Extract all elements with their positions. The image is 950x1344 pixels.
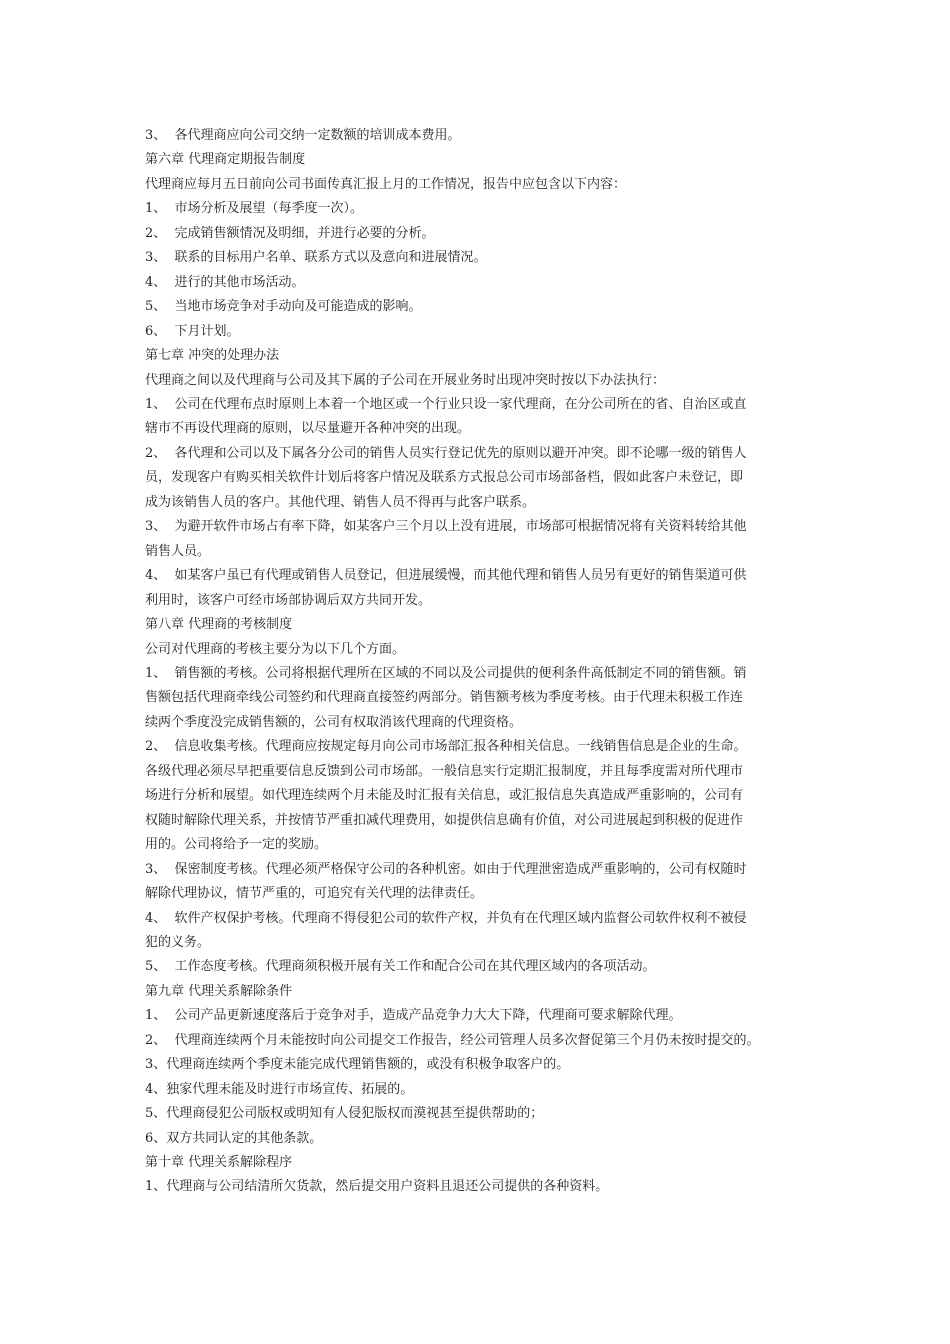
chapter-heading — [145, 980, 815, 1004]
list-item — [145, 1053, 815, 1077]
text-line: 第七章 冲突的处理办法 — [145, 348, 280, 364]
text-line: 2、 各代理和公司以及下属各分公司的销售人员实行登记优先的原则以避开冲突。即不论哪一级的销售人 — [145, 445, 747, 461]
text-line: 3、代理商连续两个季度未能完成代理销售额的，或没有积极争取客户的。 — [145, 1057, 570, 1073]
text-line: 5、 当地市场竞争对手动向及可能造成的影响。 — [145, 299, 422, 315]
list-item — [145, 1127, 815, 1151]
text-line: 销售人员。 — [145, 543, 211, 559]
text-line: 第十章 代理关系解除程序 — [145, 1155, 293, 1171]
text-line: 3、 为避开软件市场占有率下降，如某客户三个月以上没有进展，市场部可根据情况将有关资料转给其他 — [145, 519, 747, 535]
text-line: 权随时解除代理关系，并按情节严重扣减代理费用，如提供信息确有价值，对公司进展起到积极的促进作 — [145, 812, 744, 828]
text-line: 场进行分析和展望。如代理连续两个月未能及时汇报有关信息，或汇报信息失真造成严重影响的，公司有 — [145, 788, 744, 804]
chapter-heading — [145, 1151, 815, 1175]
text-line: 第九章 代理关系解除条件 — [145, 983, 293, 999]
text-line: 4、 进行的其他市场活动。 — [145, 274, 305, 290]
document-page — [145, 124, 815, 1200]
text-line: 2、 代理商连续两个月未能按时向公司提交工作报告，经公司管理人员多次督促第三个月仍未按时提交的。 — [145, 1032, 760, 1048]
list-item — [145, 735, 815, 857]
list-item — [145, 907, 815, 956]
text-line: 5、代理商侵犯公司版权或明知有人侵犯版权而漠视甚至提供帮助的； — [145, 1106, 544, 1122]
list-item — [145, 442, 815, 515]
list-item — [145, 1029, 815, 1053]
list-item — [145, 564, 815, 613]
text-line: 2、 完成销售额情况及明细，并进行必要的分析。 — [145, 225, 435, 241]
chapter-heading — [145, 148, 815, 172]
list-item — [145, 515, 815, 564]
list-item — [145, 271, 815, 295]
list-item — [145, 1175, 815, 1199]
text-line: 代理商应每月五日前向公司书面传真汇报上月的工作情况，报告中应包含以下内容： — [145, 176, 627, 192]
text-line: 解除代理协议，情节严重的，可追究有关代理的法律责任。 — [145, 886, 484, 902]
text-line: 用的。公司将给予一定的奖励。 — [145, 837, 328, 853]
text-line: 4、 软件产权保护考核。代理商不得侵犯公司的软件产权，并负有在代理区域内监督公司软件权利不被侵 — [145, 910, 747, 926]
text-line: 4、 如某客户虽已有代理或销售人员登记，但进展缓慢，而其他代理和销售人员另有更好的销售渠道可供 — [145, 568, 747, 584]
text-line: 利用时，该客户可经市场部协调后双方共同开发。 — [145, 592, 432, 608]
text-line: 公司对代理商的考核主要分为以下几个方面。 — [145, 641, 406, 657]
text-line: 1、 市场分析及展望（每季度一次）。 — [145, 201, 364, 217]
list-item — [145, 1078, 815, 1102]
paragraph — [145, 638, 815, 662]
paragraph — [145, 369, 815, 393]
list-item — [145, 858, 815, 907]
list-item — [145, 246, 815, 270]
list-item — [145, 320, 815, 344]
text-line: 3、 保密制度考核。代理必须严格保守公司的各种机密。如由于代理泄密造成严重影响的，公司有权随时 — [145, 861, 747, 877]
text-line: 5、 工作态度考核。代理商须积极开展有关工作和配合公司在其代理区域内的各项活动。 — [145, 959, 656, 975]
list-item — [145, 1102, 815, 1126]
list-item — [145, 393, 815, 442]
chapter-heading — [145, 613, 815, 637]
list-item — [145, 1004, 815, 1028]
text-line: 1、代理商与公司结清所欠货款，然后提交用户资料且退还公司提供的各种资料。 — [145, 1179, 609, 1195]
text-line: 1、 公司在代理布点时原则上本着一个地区或一个行业只设一家代理商，在分公司所在的省、自治区或直 — [145, 396, 747, 412]
paragraph — [145, 173, 815, 197]
text-line: 辖市不再设代理商的原则，以尽量避开各种冲突的出现。 — [145, 421, 471, 437]
text-line: 犯的义务。 — [145, 934, 211, 950]
text-line: 续两个季度没完成销售额的，公司有权取消该代理商的代理资格。 — [145, 714, 523, 730]
document-body — [145, 124, 815, 1200]
text-line: 3、 各代理商应向公司交纳一定数额的培训成本费用。 — [145, 128, 461, 143]
list-item — [145, 197, 815, 221]
list-item — [145, 124, 815, 148]
text-line: 1、 公司产品更新速度落后于竞争对手，造成产品竞争力大大下降，代理商可要求解除代理。 — [145, 1008, 682, 1024]
text-line: 2、 信息收集考核。代理商应按规定每月向公司市场部汇报各种相关信息。一线销售信息是企业的生命。 — [145, 739, 747, 755]
text-line: 6、双方共同认定的其他条款。 — [145, 1130, 323, 1146]
text-line: 第八章 代理商的考核制度 — [145, 617, 293, 633]
text-line: 成为该销售人员的客户。其他代理、销售人员不得再与此客户联系。 — [145, 494, 536, 510]
list-item — [145, 955, 815, 979]
text-line: 3、 联系的目标用户名单、联系方式以及意向和进展情况。 — [145, 250, 487, 266]
list-item — [145, 662, 815, 735]
text-line: 代理商之间以及代理商与公司及其下属的子公司在开展业务时出现冲突时按以下办法执行： — [145, 372, 666, 388]
text-line: 4、独家代理未能及时进行市场宣传、拓展的。 — [145, 1081, 414, 1097]
text-line: 1、 销售额的考核。公司将根据代理所在区域的不同以及公司提供的便利条件高低制定不同的销售额。销 — [145, 665, 747, 681]
list-item — [145, 295, 815, 319]
text-line: 员，发现客户有购买相关软件计划后将客户情况及联系方式报总公司市场部备档，假如此客户未登记，即 — [145, 470, 744, 486]
text-line: 6、 下月计划。 — [145, 323, 240, 339]
text-line: 各级代理必须尽早把重要信息反馈到公司市场部。一般信息实行定期汇报制度，并且每季度需对所代理市 — [145, 763, 744, 779]
text-line: 售额包括代理商牵线公司签约和代理商直接签约两部分。销售额考核为季度考核。由于代理未积极工作连 — [145, 690, 744, 706]
chapter-heading — [145, 344, 815, 368]
text-line: 第六章 代理商定期报告制度 — [145, 152, 306, 168]
list-item — [145, 222, 815, 246]
